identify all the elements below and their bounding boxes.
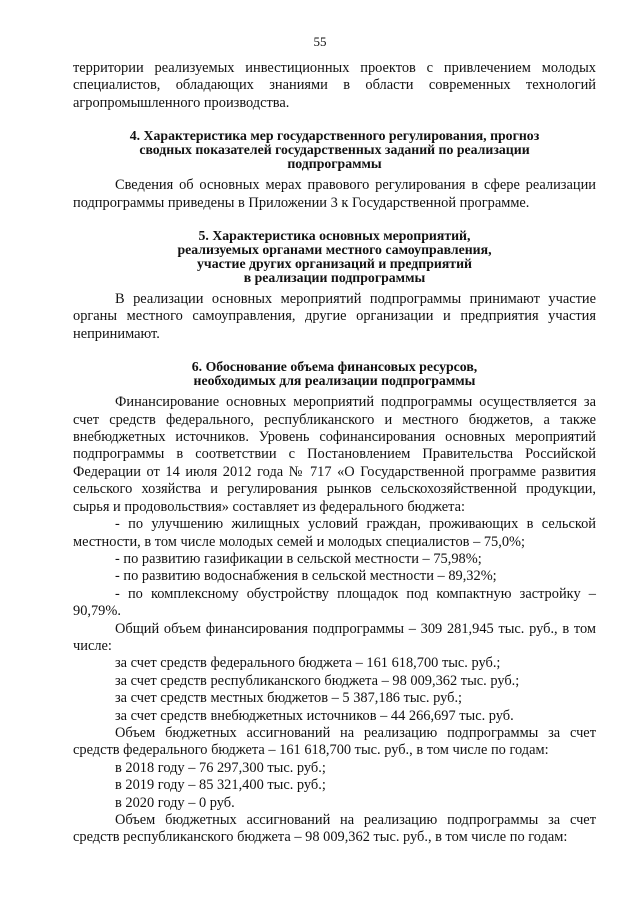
section-5-title-line: 5. Характеристика основных мероприятий, xyxy=(198,228,471,244)
section-6-title xyxy=(73,360,596,388)
page-content xyxy=(73,60,596,847)
cofinancing-item: - по развитию газификации в сельской местности – 75,98%; xyxy=(115,550,482,567)
total-financing: Общий объем финансирования подпрограммы – 309 281,945 тыс. руб., в том числе: xyxy=(73,620,596,654)
cofinancing-item: - по комплексному обустройству площадок под компактную застройку – 90,79%. xyxy=(73,585,596,620)
section-4-title: 4. Характеристика мер государственного регулирования, прогноз сводных показателей государственных заданий по реализации подпрограммы xyxy=(129,128,540,172)
funding-source-item: за счет средств федерального бюджета – 161 618,700 тыс. руб.; xyxy=(115,655,501,672)
intro-paragraph: территории реализуемых инвестиционных проектов с привлечением молодых специалистов, обладающих знаниями в области современных технологий агропромышленного производства. xyxy=(73,60,596,111)
section-6-title-line: необходимых для реализации подпрограммы xyxy=(193,373,476,389)
section-5-text: В реализации основных мероприятий подпрограммы принимают участие органы местного самоуправления, другие организации и предприятия участия непринимают. xyxy=(73,291,596,342)
funding-source-item: за счет средств местных бюджетов – 5 387,186 тыс. руб.; xyxy=(115,690,463,707)
year-item: в 2019 году – 85 321,400 тыс. руб.; xyxy=(115,777,326,794)
cofinancing-item: - по развитию водоснабжения в сельской местности – 89,32%; xyxy=(115,568,497,585)
cofinancing-item: - по улучшению жилищных условий граждан, проживающих в сельской местности, в том числе молодых семей и молодых специалистов – 75,0%; xyxy=(73,516,596,550)
section-6-title-line: 6. Обоснование объема финансовых ресурсов, xyxy=(191,359,478,375)
section-5-title xyxy=(73,229,596,285)
funding-source-item: за счет средств внебюджетных источников – 44 266,697 тыс. руб. xyxy=(115,707,514,724)
year-item: в 2018 году – 76 297,300 тыс. руб.; xyxy=(115,759,326,776)
federal-budget-paragraph: Объем бюджетных ассигнований на реализацию подпрограммы за счет средств федерального бюджета – 161 618,700 тыс. руб., в том числе по годам: xyxy=(73,724,596,759)
section-5-title-line: участие других организаций и предприятий xyxy=(197,256,472,272)
funding-source-item: за счет средств республиканского бюджета – 98 009,362 тыс. руб.; xyxy=(115,672,520,689)
page-number: 55 xyxy=(313,34,327,49)
section-5-title-line: в реализации подпрограммы xyxy=(243,270,426,286)
year-item: в 2020 году – 0 руб. xyxy=(115,794,235,811)
republic-budget-paragraph: Объем бюджетных ассигнований на реализацию подпрограммы за счет средств республиканского бюджета – 98 009,362 тыс. руб., в том числе по годам: xyxy=(73,812,596,846)
section-5-title-line: реализуемых органами местного самоуправления, xyxy=(177,242,492,258)
financing-paragraph: Финансирование основных мероприятий подпрограммы осуществляется за счет средств федерального, республиканского и местного бюджетов, а также внебюджетных источников. Уровень софинансирования основных мероприятий подпрограммы в соответствии с Постановлением Правительства Российской Федерации от 14 июля 2012 года № 717 «О Государственной программе развития сельского хозяйства и регулирования рынков сельскохозяйственной продукции, сырья и продовольствия» составляет из федерального бюджета: xyxy=(73,394,596,515)
section-4-text: Сведения об основных мерах правового регулирования в сфере реализации подпрограммы приведены в Приложении 3 к Государственной программе. xyxy=(73,177,596,211)
